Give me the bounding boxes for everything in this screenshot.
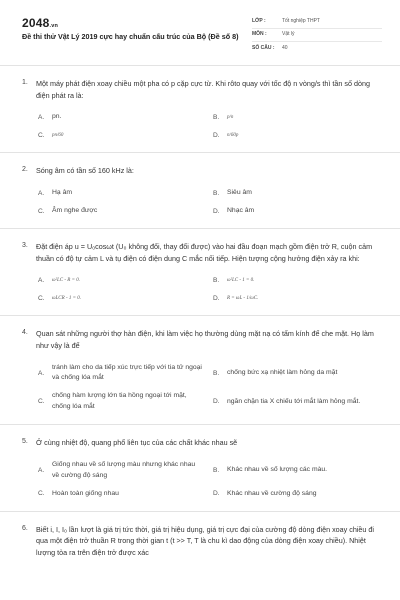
option-a[interactable]: [38, 188, 203, 199]
option-key: D.: [213, 132, 220, 140]
exam-header: [0, 0, 400, 66]
option-b[interactable]: [213, 188, 378, 199]
option-key: B.: [213, 369, 220, 377]
question-text: Biết i, I, I₀ lần lượt là giá trị tức thời, giá trị hiệu dụng, giá trị cực đại của cường độ dòng điện xoay chiều đi qua một điện trở thuần R trong thời gian t (t >> T, T là chu kì dao động của dòng điện xoay chiều). Nhiệt lượng tỏa ra trên điện trở được xác: [36, 524, 375, 557]
question-number: 6.: [22, 524, 28, 532]
option-key: C.: [38, 295, 45, 302]
option-text: Giống nhau về số lượng màu nhưng khác nhau về cường độ sáng: [52, 460, 196, 479]
option-text: Siêu âm: [227, 189, 252, 197]
option-key: D.: [213, 398, 220, 406]
option-c[interactable]: [38, 206, 203, 217]
question-text: Đặt điện áp u = U₀cosωt (U₀ không đổi, thay đổi được) vào hai đầu đoạn mạch gồm điện trở R, cuộn cảm thuần có độ tự cảm L và tụ điện có điện dung C mắc nối tiếp. Hiện tượng cộng hưởng điện xảy ra khi:: [36, 241, 373, 263]
option-text: pn.: [52, 113, 62, 121]
option-text: Nhạc âm: [227, 207, 255, 215]
option-formula: ω²LC - R = 0.: [52, 277, 80, 283]
meta-value: Tốt nghiệp THPT: [282, 18, 320, 25]
option-formula: R = ωL - 1/ωC.: [227, 295, 259, 301]
option-key: C.: [38, 207, 45, 215]
option-formula: ω²LC - 1 = 0.: [227, 277, 255, 283]
logo-tld: .vn: [49, 23, 59, 29]
question-text: Ở cùng nhiệt độ, quang phổ liên tục của các chất khác nhau sẽ: [36, 438, 238, 448]
question-3: [0, 229, 400, 316]
option-b[interactable]: [213, 460, 378, 482]
option-formula: n/60p: [227, 132, 239, 138]
option-key: B.: [213, 189, 220, 197]
exam-title: Đề thi thử Vật Lý 2019 cực hay chuẩn cấu trúc của Bộ (Đề số 8): [22, 32, 239, 41]
option-formula: pn/60: [52, 132, 64, 138]
options-grid: [22, 101, 378, 152]
option-a[interactable]: [38, 275, 203, 286]
question-2: [0, 153, 400, 229]
option-key: C.: [38, 398, 45, 406]
option-text: ngăn chặn tia X chiếu tới mắt làm hỏng mắt.: [227, 397, 361, 405]
meta-value: Vật lý: [282, 31, 295, 38]
option-text: tránh làm cho da tiếp xúc trực tiếp với tia tử ngoại và chống lóa mắt: [52, 363, 202, 382]
option-a[interactable]: [38, 363, 203, 385]
meta-key: LỚP :: [252, 18, 266, 25]
option-text: chống hàm lượng lớn tia hồng ngoại tới mặt, chống lóa mắt: [52, 392, 187, 411]
option-c[interactable]: [38, 489, 203, 500]
question-text: Sóng âm có tần số 160 kHz là:: [36, 166, 134, 176]
option-key: D.: [213, 207, 220, 215]
option-b[interactable]: [213, 275, 378, 286]
question-number: 2.: [22, 166, 28, 174]
question-text: Quan sát những người thợ hàn điện, khi làm việc họ thường dùng mặt nạ có tấm kính để che mặt. Họ làm như vậy là để: [36, 329, 374, 350]
options-grid: [22, 177, 378, 228]
option-a[interactable]: [38, 460, 203, 482]
meta-key: MÔN :: [252, 31, 267, 38]
option-a[interactable]: [38, 112, 203, 123]
option-text: Khác nhau về cường độ sáng: [227, 489, 317, 497]
option-d[interactable]: [213, 293, 378, 304]
meta-key: SỐ CÂU :: [252, 44, 275, 51]
meta-row-count: [252, 42, 382, 55]
meta-row-class: [252, 16, 382, 29]
option-key: B.: [213, 466, 220, 474]
options-grid: [22, 264, 378, 315]
option-c[interactable]: [38, 130, 203, 141]
option-text: chống bức xạ nhiệt làm hỏng da mặt: [227, 369, 338, 377]
option-d[interactable]: [213, 130, 378, 141]
option-key: A.: [38, 466, 45, 474]
option-key: B.: [213, 277, 220, 284]
option-key: D.: [213, 295, 220, 302]
option-formula: ωLCR - 1 = 0.: [52, 295, 81, 301]
option-text: Hoàn toàn giống nhau: [52, 489, 119, 497]
option-c[interactable]: [38, 293, 203, 304]
option-key: A.: [38, 189, 45, 197]
logo-text: 2048: [22, 16, 50, 30]
options-grid: [22, 352, 378, 425]
option-formula: p/n: [227, 114, 234, 120]
option-key: A.: [38, 114, 45, 122]
question-6: [0, 512, 400, 559]
site-logo[interactable]: [22, 15, 58, 32]
options-grid: [22, 449, 378, 511]
option-b[interactable]: [213, 112, 378, 123]
option-key: C.: [38, 132, 45, 140]
question-text: Một máy phát điện xoay chiều một pha có p cặp cực từ. Khi rôto quay với tốc độ n vòng/s thì tần số dòng điện phát ra là:: [36, 79, 370, 100]
option-text: Hạ âm: [52, 189, 73, 197]
exam-meta: [252, 16, 382, 55]
question-4: [0, 316, 400, 425]
option-c[interactable]: [38, 391, 203, 413]
question-number: 3.: [22, 241, 28, 249]
option-text: Khác nhau về số lượng các màu.: [227, 466, 328, 474]
question-number: 1.: [22, 79, 28, 86]
question-number: 4.: [22, 329, 28, 337]
option-key: A.: [38, 277, 45, 284]
option-d[interactable]: [213, 206, 378, 217]
option-d[interactable]: [213, 489, 378, 500]
option-key: A.: [38, 369, 45, 377]
question-number: 5.: [22, 438, 28, 446]
meta-value: 40: [282, 44, 288, 51]
question-1: [0, 66, 400, 153]
option-d[interactable]: [213, 391, 378, 413]
option-b[interactable]: [213, 363, 378, 385]
question-5: [0, 425, 400, 511]
option-key: B.: [213, 114, 220, 122]
meta-row-subject: [252, 29, 382, 42]
option-text: Âm nghe được: [52, 207, 98, 215]
option-key: C.: [38, 490, 45, 498]
option-key: D.: [213, 490, 220, 498]
